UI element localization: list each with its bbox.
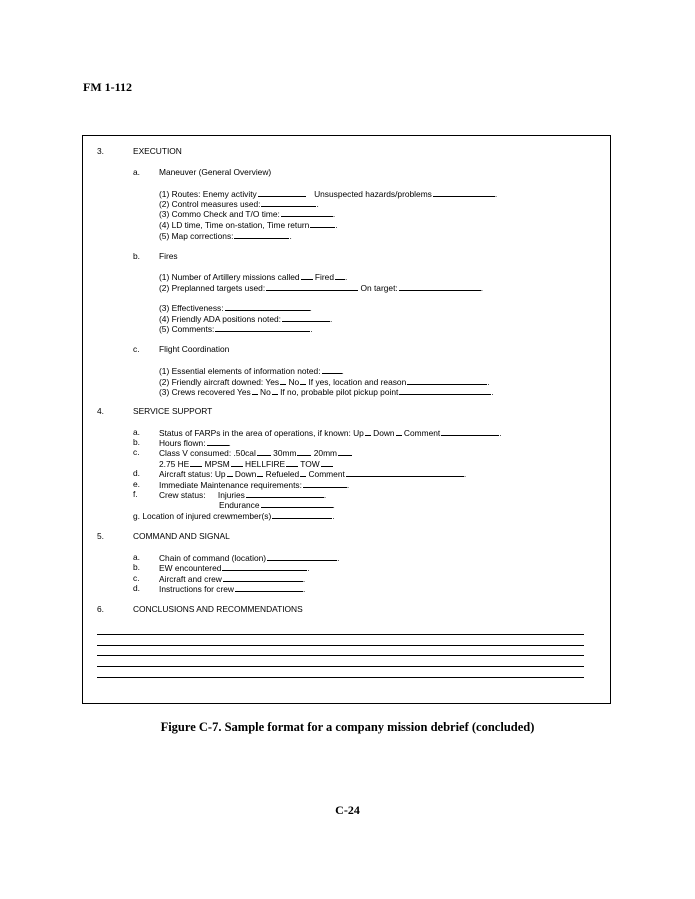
blank[interactable] (261, 499, 333, 508)
blank[interactable] (282, 313, 330, 322)
service-item-d: Aircraft status: Up Down Refueled Comment . (159, 469, 467, 479)
blank[interactable] (399, 386, 491, 395)
blank[interactable] (300, 376, 306, 385)
conclusion-line[interactable] (97, 645, 584, 646)
flight-coordination-letter: c. (133, 344, 140, 354)
blank[interactable] (257, 447, 271, 456)
blank[interactable] (321, 458, 333, 467)
service-item-b-letter: b. (133, 437, 140, 447)
blank[interactable] (222, 562, 307, 571)
command-item-a: Chain of command (location) . (159, 553, 340, 563)
conclusion-line[interactable] (97, 666, 584, 667)
service-item-a-letter: a. (133, 427, 140, 437)
section-4-number: 4. (97, 406, 104, 416)
blank[interactable] (407, 376, 487, 385)
service-item-b: Hours flown: . (159, 438, 231, 448)
maneuver-item-3: (3) Commo Check and T/O time: . (159, 209, 336, 219)
blank[interactable] (215, 323, 310, 332)
blank[interactable] (441, 427, 499, 436)
conclusion-line[interactable] (97, 655, 584, 656)
flight-coordination-item-3: (3) Crews recovered Yes No If no, probable pilot pickup point . (159, 387, 494, 397)
blank[interactable] (335, 271, 345, 280)
section-3-number: 3. (97, 146, 104, 156)
page-number: C-24 (335, 803, 360, 817)
service-item-f-letter: f. (133, 489, 138, 499)
command-item-c-letter: c. (133, 573, 140, 583)
blank[interactable] (338, 447, 352, 456)
service-item-c-letter: c. (133, 447, 140, 457)
blank[interactable] (272, 510, 332, 519)
maneuver-item-1: (1) Routes: Enemy activity Unsuspected hazards/problems . (159, 189, 498, 199)
blank[interactable] (310, 219, 335, 228)
fires-item-5: (5) Comments: . (159, 324, 313, 334)
figure-caption: Figure C-7. Sample format for a company mission debrief (concluded) (160, 720, 535, 734)
flight-coordination-item-1: (1) Essential elements of information noted: . (159, 366, 344, 376)
blank[interactable] (281, 208, 333, 217)
blank[interactable] (234, 230, 289, 239)
fires-item-4: (4) Friendly ADA positions noted: . (159, 314, 333, 324)
blank[interactable] (225, 302, 310, 311)
blank[interactable] (433, 188, 495, 197)
blank[interactable] (272, 386, 278, 395)
service-item-g: g. Location of injured crewmember(s) . (133, 511, 335, 521)
command-item-d-letter: d. (133, 583, 140, 593)
blank[interactable] (280, 376, 286, 385)
blank[interactable] (303, 479, 347, 488)
service-item-d-letter: d. (133, 468, 140, 478)
section-5-number: 5. (97, 531, 104, 541)
blank[interactable] (246, 489, 324, 498)
blank[interactable] (207, 437, 229, 446)
blank[interactable] (300, 468, 306, 477)
blank[interactable] (346, 468, 464, 477)
blank[interactable] (223, 573, 303, 582)
command-item-b: EW encountered . (159, 563, 310, 573)
conclusion-line[interactable] (97, 677, 584, 678)
blank[interactable] (266, 282, 358, 291)
command-item-a-letter: a. (133, 552, 140, 562)
maneuver-title: Maneuver (General Overview) (159, 167, 272, 177)
blank[interactable] (258, 188, 306, 197)
blank[interactable] (286, 458, 298, 467)
blank[interactable] (235, 583, 303, 592)
maneuver-letter: a. (133, 167, 140, 177)
blank[interactable] (261, 198, 316, 207)
fires-item-1: (1) Number of Artillery missions called Fired . (159, 272, 348, 282)
blank[interactable] (365, 427, 371, 436)
fires-item-3: (3) Effectiveness: . (159, 303, 312, 313)
blank[interactable] (322, 365, 342, 374)
section-5-title: COMMAND AND SIGNAL (133, 531, 230, 541)
blank[interactable] (227, 468, 233, 477)
section-6-title: CONCLUSIONS AND RECOMMENDATIONS (133, 604, 303, 614)
blank[interactable] (396, 427, 402, 436)
flight-coordination-title: Flight Coordination (159, 344, 230, 354)
flight-coordination-item-2: (2) Friendly aircraft downed: Yes No If yes, location and reason . (159, 377, 490, 387)
service-item-f-endurance: Endurance . (219, 500, 335, 510)
command-item-c: Aircraft and crew . (159, 574, 306, 584)
service-item-e: Immediate Maintenance requirements: . (159, 480, 350, 490)
conclusion-line[interactable] (97, 634, 584, 635)
section-6-number: 6. (97, 604, 104, 614)
service-item-c-cont: 2.75 HE MPSM HELLFIRE TOW (159, 458, 333, 469)
manual-id: FM 1-112 (83, 80, 132, 94)
blank[interactable] (190, 458, 202, 467)
service-item-a: Status of FARPs in the area of operations, if known: Up Down Comment . (159, 428, 502, 438)
fires-letter: b. (133, 251, 140, 261)
maneuver-item-5: (5) Map corrections: . (159, 231, 292, 241)
section-4-title: SERVICE SUPPORT (133, 406, 213, 416)
blank[interactable] (231, 458, 243, 467)
blank[interactable] (297, 447, 311, 456)
command-item-d: Instructions for crew . (159, 584, 306, 594)
maneuver-item-4: (4) LD time, Time on-station, Time return . (159, 220, 338, 230)
command-item-b-letter: b. (133, 562, 140, 572)
fires-title: Fires (159, 251, 178, 261)
fires-item-2: (2) Preplanned targets used: On target: . (159, 283, 484, 293)
maneuver-item-2: (2) Control measures used: . (159, 199, 319, 209)
blank[interactable] (399, 282, 481, 291)
service-item-c: Class V consumed: .50cal 30mm 20mm (159, 447, 352, 458)
blank[interactable] (252, 386, 258, 395)
blank[interactable] (267, 552, 337, 561)
blank[interactable] (257, 468, 263, 477)
service-item-f: Crew status: Injuries . (159, 490, 327, 500)
section-3-title: EXECUTION (133, 146, 182, 156)
service-item-e-letter: e. (133, 479, 140, 489)
blank[interactable] (301, 271, 313, 280)
